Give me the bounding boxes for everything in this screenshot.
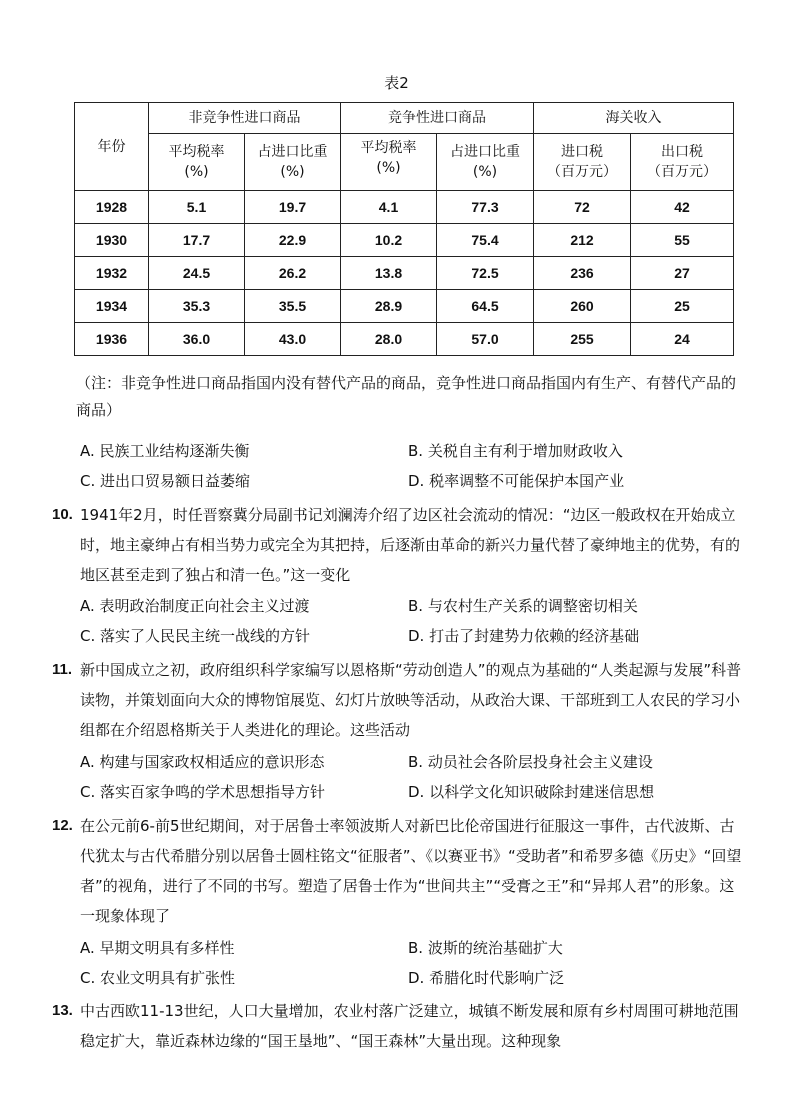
value-cell: 5.1 bbox=[149, 191, 245, 224]
value-cell: 24.5 bbox=[149, 257, 245, 290]
table-row bbox=[75, 290, 734, 323]
value-cell: 57.0 bbox=[437, 323, 534, 356]
value-cell: 4.1 bbox=[341, 191, 437, 224]
group-header-noncompetitive: 非竞争性进口商品 bbox=[149, 103, 341, 134]
value-cell: 75.4 bbox=[437, 224, 534, 257]
q11-option-c[interactable]: C. 落实百家争鸣的学术思想指导方针 bbox=[80, 783, 326, 801]
q12-option-b[interactable]: B. 波斯的统治基础扩大 bbox=[408, 939, 563, 957]
question-13 bbox=[52, 996, 742, 1056]
value-cell: 42 bbox=[631, 191, 734, 224]
question-number: 10. bbox=[52, 506, 73, 523]
q10-option-c[interactable]: C. 落实了人民民主统一战线的方针 bbox=[80, 627, 311, 645]
table-row bbox=[75, 257, 734, 290]
value-cell: 19.7 bbox=[245, 191, 341, 224]
year-cell: 1930 bbox=[75, 224, 149, 257]
q9-option-a[interactable]: A. 民族工业结构逐渐失衡 bbox=[80, 442, 250, 460]
value-cell: 22.9 bbox=[245, 224, 341, 257]
value-cell: 236 bbox=[534, 257, 631, 290]
subheader: 占进口比重 (%) bbox=[437, 134, 534, 191]
question-number: 11. bbox=[52, 661, 73, 678]
subheader: 进口税 （百万元） bbox=[534, 134, 631, 191]
year-header: 年份 bbox=[75, 103, 149, 191]
question-text: 新中国成立之初，政府组织科学家编写以恩格斯“劳动创造人”的观点为基础的“人类起源与发展”科普读物，并策划面向大众的博物馆展览、幻灯片放映等活动，从政治大课、干部班到工人农民的学习小组都在介绍恩格斯关于人类进化的理论。这些活动 bbox=[80, 661, 742, 739]
value-cell: 260 bbox=[534, 290, 631, 323]
group-header-customs: 海关收入 bbox=[534, 103, 734, 134]
value-cell: 36.0 bbox=[149, 323, 245, 356]
q12-option-c[interactable]: C. 农业文明具有扩张性 bbox=[80, 969, 236, 987]
table-row bbox=[75, 224, 734, 257]
year-cell: 1934 bbox=[75, 290, 149, 323]
question-text: 1941年2月，时任晋察冀分局副书记刘澜涛介绍了边区社会流动的情况：“边区一般政权在开始成立时，地主豪绅占有相当势力或完全为其把持，后逐渐由革命的新兴力量代替了豪绅地主的优势，有的地区甚至走到了独占和清一色。”这一变化 bbox=[80, 506, 741, 584]
value-cell: 255 bbox=[534, 323, 631, 356]
q9-option-c[interactable]: C. 进出口贸易额日益萎缩 bbox=[80, 472, 251, 490]
q9-option-d[interactable]: D. 税率调整不可能保护本国产业 bbox=[408, 472, 625, 490]
value-cell: 72 bbox=[534, 191, 631, 224]
subheader: 出口税 （百万元） bbox=[631, 134, 734, 191]
q12-option-a[interactable]: A. 早期文明具有多样性 bbox=[80, 939, 235, 957]
question-11 bbox=[52, 655, 742, 745]
value-cell: 26.2 bbox=[245, 257, 341, 290]
question-text: 在公元前6-前5世纪期间，对于居鲁士率领波斯人对新巴比伦帝国进行征服这一事件，古代波斯、古代犹太与古代希腊分别以居鲁士圆柱铭文“征服者”、《以赛亚书》“受助者”和希罗多德《历史》“回望者”的视角，进行了不同的书写。塑造了居鲁士作为“世间共主”“受膏之王”和“异邦人君”的形象。这一现象体现了 bbox=[80, 817, 742, 925]
group-header-competitive: 竞争性进口商品 bbox=[341, 103, 534, 134]
table-row bbox=[75, 191, 734, 224]
value-cell: 77.3 bbox=[437, 191, 534, 224]
value-cell: 17.7 bbox=[149, 224, 245, 257]
question-12 bbox=[52, 811, 742, 931]
year-cell: 1932 bbox=[75, 257, 149, 290]
tariff-table bbox=[74, 102, 734, 356]
value-cell: 43.0 bbox=[245, 323, 341, 356]
q12-option-d[interactable]: D. 希腊化时代影响广泛 bbox=[408, 969, 565, 987]
question-number: 12. bbox=[52, 817, 73, 834]
value-cell: 27 bbox=[631, 257, 734, 290]
value-cell: 35.3 bbox=[149, 290, 245, 323]
value-cell: 25 bbox=[631, 290, 734, 323]
q10-option-d[interactable]: D. 打击了封建势力依赖的经济基础 bbox=[408, 627, 640, 645]
q10-option-b[interactable]: B. 与农村生产关系的调整密切相关 bbox=[408, 597, 638, 615]
value-cell: 28.9 bbox=[341, 290, 437, 323]
value-cell: 35.5 bbox=[245, 290, 341, 323]
subheader: 平均税率 (%) bbox=[341, 134, 437, 191]
table-row bbox=[75, 323, 734, 356]
subheader: 占进口比重 (%) bbox=[245, 134, 341, 191]
value-cell: 72.5 bbox=[437, 257, 534, 290]
subheader: 平均税率 (%) bbox=[149, 134, 245, 191]
value-cell: 10.2 bbox=[341, 224, 437, 257]
year-cell: 1936 bbox=[75, 323, 149, 356]
question-text: 中古西欧11-13世纪，人口大量增加，农业村落广泛建立，城镇不断发展和原有乡村周围可耕地范围稳定扩大，靠近森林边缘的“国王垦地”、“国王森林”大量出现。这种现象 bbox=[80, 1002, 739, 1050]
table-note: （注：非竞争性进口商品指国内没有替代产品的商品，竞争性进口商品指国内有生产、有替代产品的商品） bbox=[76, 374, 737, 419]
question-number: 13. bbox=[52, 1002, 73, 1019]
value-cell: 212 bbox=[534, 224, 631, 257]
q11-option-a[interactable]: A. 构建与国家政权相适应的意识形态 bbox=[80, 753, 325, 771]
value-cell: 28.0 bbox=[341, 323, 437, 356]
year-cell: 1928 bbox=[75, 191, 149, 224]
q9-option-b[interactable]: B. 关税自主有利于增加财政收入 bbox=[408, 442, 623, 460]
table-title: 表2 bbox=[384, 74, 409, 92]
value-cell: 55 bbox=[631, 224, 734, 257]
q11-option-d[interactable]: D. 以科学文化知识破除封建迷信思想 bbox=[408, 783, 655, 801]
value-cell: 13.8 bbox=[341, 257, 437, 290]
q11-option-b[interactable]: B. 动员社会各阶层投身社会主义建设 bbox=[408, 753, 653, 771]
q10-option-a[interactable]: A. 表明政治制度正向社会主义过渡 bbox=[80, 597, 310, 615]
question-10 bbox=[52, 500, 742, 590]
value-cell: 64.5 bbox=[437, 290, 534, 323]
value-cell: 24 bbox=[631, 323, 734, 356]
